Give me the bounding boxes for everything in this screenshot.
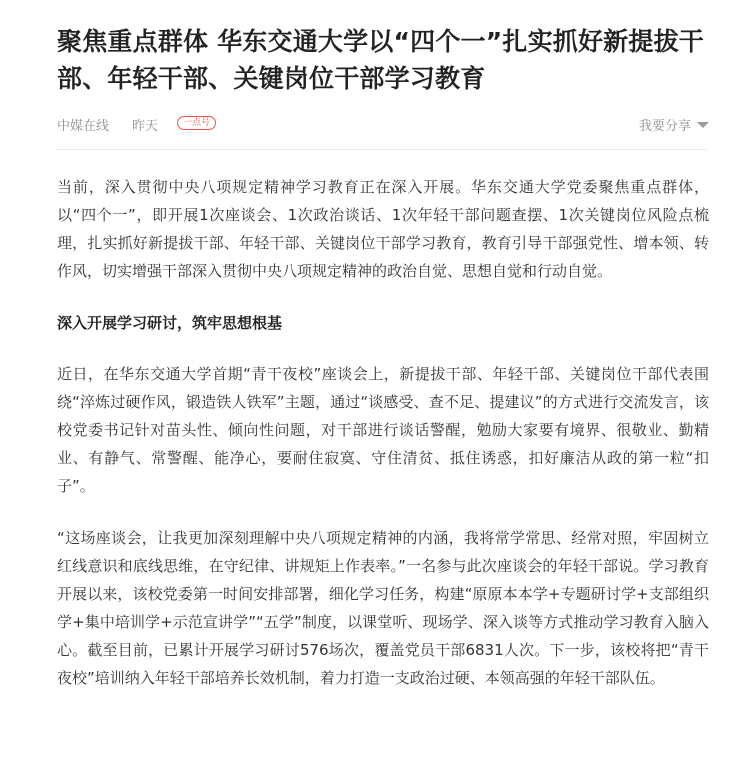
publish-time: 昨天 bbox=[132, 119, 159, 134]
paragraph: 当前，深入贯彻中央八项规定精神学习教育正在深入开展。华东交通大学党委聚焦重点群体，以“四个一”，即开展1次座谈会、1次政治谈话、1次年轻干部问题查摆、1次关键岗位风险点梳理，扎实抓好新提拔干部、年轻干部、关键岗位干部学习教育，教育引导干部强党性、增本领、转作风，切实增强干部深入贯彻中央八项规定精神的政治自觉、思想自觉和行动自觉。 bbox=[57, 178, 709, 280]
account-badge: 一点号 bbox=[177, 116, 216, 130]
article-body bbox=[57, 173, 709, 692]
divider bbox=[57, 149, 707, 150]
article-title: 聚焦重点群体 华东交通大学以“四个一”扎实抓好新提拔干部、年轻干部、关键岗位干部学习教育 bbox=[57, 27, 704, 93]
paragraph: 近日，在华东交通大学首期“青干夜校”座谈会上，新提拔干部、年轻干部、关键岗位干部代表围绕“淬炼过硬作风，锻造铁人铁军”主题，通过“谈感受、查不足、提建议”的方式进行交流发言，该校党委书记针对苗头性、倾向性问题，对干部进行谈话警醒，勉励大家要有境界、很敬业、勤精业、有静气、常警醒、能净心，要耐住寂寞、守住清贫、抵住诱惑，扣好廉洁从政的第一粒“扣子”。 bbox=[57, 365, 709, 495]
section-heading: 深入开展学习研讨，筑牢思想根基 bbox=[57, 314, 283, 332]
article bbox=[57, 0, 709, 716]
source-name[interactable]: 中媒在线 bbox=[57, 119, 110, 134]
paragraph: “这场座谈会，让我更加深刻理解中央八项规定精神的内涵，我将常学常思、经常对照，牢固树立红线意识和底线思维，在守纪律、讲规矩上作表率。”一名参与此次座谈会的年轻干部说。学习教育开展以来，该校党委第一时间安排部署，细化学习任务，构建“原原本本学+专题研讨学+支部组织学+集中培训学+示范宣讲学”“五学”制度，以课堂听、现场学、深入谈等方式推动学习教育入脑入心。截至目前，已累计开展学习研讨576场次，覆盖党员干部6831人次。下一步，该校将把“青干夜校”培训纳入年轻干部培养长效机制，着力打造一支政治过硬、本领高强的年轻干部队伍。 bbox=[57, 529, 709, 687]
share-button[interactable] bbox=[639, 115, 709, 134]
share-label: 我要分享 bbox=[638, 119, 691, 134]
caret-down-icon bbox=[697, 122, 709, 128]
article-meta bbox=[57, 113, 709, 135]
